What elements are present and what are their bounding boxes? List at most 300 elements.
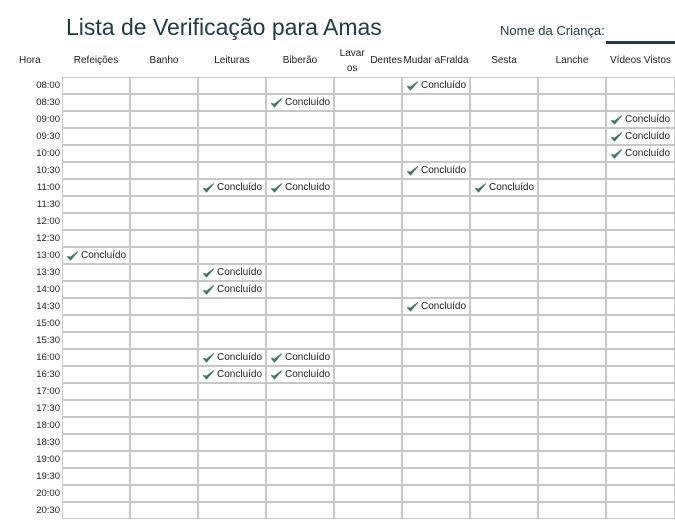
checklist-cell[interactable] xyxy=(334,502,402,519)
checklist-cell[interactable] xyxy=(198,434,266,451)
header-line: Dentes xyxy=(370,55,402,66)
checklist-cell[interactable] xyxy=(538,196,606,213)
checklist-cell[interactable] xyxy=(62,162,130,179)
checklist-cell[interactable] xyxy=(62,366,130,383)
checklist-cell[interactable] xyxy=(130,94,198,111)
checklist-cell[interactable] xyxy=(470,502,538,519)
header-column xyxy=(334,44,402,77)
checklist-cell[interactable] xyxy=(130,179,198,196)
checklist-cell[interactable] xyxy=(470,349,538,366)
checklist-cell[interactable] xyxy=(130,162,198,179)
checklist-cell[interactable] xyxy=(538,485,606,502)
checklist-cell[interactable] xyxy=(538,417,606,434)
checklist-cell[interactable] xyxy=(402,77,470,94)
checklist-cell[interactable] xyxy=(266,332,334,349)
checklist-cell[interactable] xyxy=(198,332,266,349)
checklist-cell[interactable] xyxy=(266,383,334,400)
checklist-cell[interactable] xyxy=(130,434,198,451)
checklist-cell[interactable] xyxy=(198,383,266,400)
header-line: Lavar os xyxy=(339,47,365,74)
checklist-cell[interactable] xyxy=(266,179,334,196)
checklist-cell[interactable] xyxy=(334,332,402,349)
done-label: Concluído xyxy=(625,130,671,142)
checklist-cell[interactable] xyxy=(62,451,130,468)
checklist-cell[interactable] xyxy=(130,315,198,332)
checklist-cell[interactable] xyxy=(62,128,130,145)
checklist-cell[interactable] xyxy=(198,417,266,434)
checklist-cell[interactable] xyxy=(198,315,266,332)
checklist-cell[interactable] xyxy=(470,315,538,332)
checklist-cell[interactable] xyxy=(62,417,130,434)
checklist-cell[interactable] xyxy=(334,485,402,502)
checklist-cell[interactable] xyxy=(266,230,334,247)
checklist-cell[interactable] xyxy=(130,196,198,213)
checklist-cell[interactable] xyxy=(402,128,470,145)
checklist-cell[interactable] xyxy=(402,349,470,366)
checklist-cell[interactable] xyxy=(266,128,334,145)
checkmark-icon xyxy=(271,98,282,108)
header-column: Lanche xyxy=(555,55,589,66)
table-row xyxy=(0,298,675,315)
checklist-cell[interactable] xyxy=(538,264,606,281)
checklist-cell[interactable] xyxy=(538,468,606,485)
header-column: Sesta xyxy=(491,55,517,66)
table-row xyxy=(0,247,675,264)
checklist-cell[interactable] xyxy=(402,145,470,162)
checklist-cell[interactable] xyxy=(334,247,402,264)
checklist-cell[interactable] xyxy=(402,111,470,128)
time-label: 15:00 xyxy=(36,318,60,329)
checklist-cell[interactable] xyxy=(334,400,402,417)
checklist-cell[interactable] xyxy=(130,247,198,264)
checklist-cell[interactable] xyxy=(198,196,266,213)
checklist-cell[interactable] xyxy=(266,417,334,434)
checklist-cell[interactable] xyxy=(402,213,470,230)
checklist-cell[interactable] xyxy=(334,128,402,145)
checklist-cell[interactable] xyxy=(538,128,606,145)
checklist-cell[interactable] xyxy=(334,315,402,332)
checklist-cell[interactable] xyxy=(198,281,266,298)
checklist-cell[interactable] xyxy=(470,179,538,196)
checklist-cell[interactable] xyxy=(198,400,266,417)
checklist-cell[interactable] xyxy=(538,400,606,417)
checklist-cell[interactable] xyxy=(266,434,334,451)
table-row xyxy=(0,468,675,485)
checklist-cell[interactable] xyxy=(402,281,470,298)
table-row xyxy=(0,77,675,94)
checklist-cell[interactable] xyxy=(402,196,470,213)
checklist-cell[interactable] xyxy=(130,485,198,502)
time-label: 20:30 xyxy=(36,505,60,516)
time-label: 09:00 xyxy=(36,114,60,125)
checklist-cell[interactable] xyxy=(334,179,402,196)
checklist-cell[interactable] xyxy=(198,366,266,383)
checkmark-icon xyxy=(271,370,282,380)
checklist-cell[interactable] xyxy=(538,94,606,111)
checklist-cell[interactable] xyxy=(606,145,675,162)
checklist-cell[interactable] xyxy=(62,298,130,315)
checklist-cell[interactable] xyxy=(266,315,334,332)
checklist-cell[interactable] xyxy=(62,434,130,451)
checklist-cell[interactable] xyxy=(606,485,675,502)
checklist-cell[interactable] xyxy=(606,94,675,111)
checklist-cell[interactable] xyxy=(198,213,266,230)
checklist-cell[interactable] xyxy=(470,400,538,417)
checklist-cell[interactable] xyxy=(538,502,606,519)
checklist-cell[interactable] xyxy=(538,247,606,264)
checklist-cell[interactable] xyxy=(266,281,334,298)
checklist-cell[interactable] xyxy=(606,400,675,417)
checklist-cell[interactable] xyxy=(62,349,130,366)
checklist-cell[interactable] xyxy=(334,468,402,485)
checklist-cell[interactable] xyxy=(606,451,675,468)
checklist-cell[interactable] xyxy=(198,162,266,179)
checklist-cell[interactable] xyxy=(606,247,675,264)
checklist-cell[interactable] xyxy=(470,264,538,281)
checklist-cell[interactable] xyxy=(266,502,334,519)
checklist-cell[interactable] xyxy=(606,281,675,298)
checklist-cell[interactable] xyxy=(266,213,334,230)
checklist-cell[interactable] xyxy=(470,485,538,502)
checklist-cell[interactable] xyxy=(334,196,402,213)
checklist-cell[interactable] xyxy=(62,111,130,128)
table-row xyxy=(0,128,675,145)
checklist-cell[interactable] xyxy=(130,366,198,383)
time-label: 09:30 xyxy=(36,131,60,142)
checklist-cell[interactable] xyxy=(538,145,606,162)
checklist-cell[interactable] xyxy=(334,434,402,451)
checklist-cell[interactable] xyxy=(402,451,470,468)
checklist-cell[interactable] xyxy=(402,264,470,281)
checklist-cell[interactable] xyxy=(606,332,675,349)
checklist-cell[interactable] xyxy=(198,145,266,162)
checklist-cell[interactable] xyxy=(470,281,538,298)
checklist-cell[interactable] xyxy=(198,502,266,519)
checklist-cell[interactable] xyxy=(334,111,402,128)
checklist-cell[interactable] xyxy=(130,230,198,247)
table-row xyxy=(0,179,675,196)
checklist-cell[interactable] xyxy=(198,451,266,468)
checklist-cell[interactable] xyxy=(470,128,538,145)
checkmark-icon xyxy=(407,81,418,91)
checklist-cell[interactable] xyxy=(130,128,198,145)
done-label: Concluído xyxy=(421,79,467,91)
table-row xyxy=(0,349,675,366)
checklist-cell[interactable] xyxy=(198,94,266,111)
table-row xyxy=(0,434,675,451)
checklist-cell[interactable] xyxy=(62,468,130,485)
done-label: Concluído xyxy=(625,113,671,125)
checklist-cell[interactable] xyxy=(334,451,402,468)
time-label: 14:30 xyxy=(36,301,60,312)
table-row xyxy=(0,485,675,502)
checklist-cell[interactable] xyxy=(266,264,334,281)
checklist-cell[interactable] xyxy=(402,417,470,434)
checkmark-icon xyxy=(203,268,214,278)
table-row xyxy=(0,315,675,332)
table-row xyxy=(0,281,675,298)
done-label: Concluído xyxy=(217,181,263,193)
checklist-cell[interactable] xyxy=(606,349,675,366)
checklist-cell[interactable] xyxy=(62,196,130,213)
done-label: Concluído xyxy=(217,283,263,295)
checklist-cell[interactable] xyxy=(62,145,130,162)
checklist-cell[interactable] xyxy=(198,298,266,315)
checklist-cell[interactable] xyxy=(470,196,538,213)
checklist-cell[interactable] xyxy=(402,485,470,502)
checklist-cell[interactable] xyxy=(198,349,266,366)
header-line: Mudar a xyxy=(403,55,441,66)
checklist-cell[interactable] xyxy=(470,162,538,179)
time-label: 18:30 xyxy=(36,437,60,448)
checklist-cell[interactable] xyxy=(130,349,198,366)
checklist-cell[interactable] xyxy=(538,349,606,366)
checklist-cell[interactable] xyxy=(266,400,334,417)
header-column: Leituras xyxy=(214,55,250,66)
checklist-cell[interactable] xyxy=(470,111,538,128)
checklist-cell[interactable] xyxy=(606,434,675,451)
checklist-cell[interactable] xyxy=(470,451,538,468)
done-label: Concluído xyxy=(217,351,263,363)
checkmark-icon xyxy=(611,149,622,159)
checklist-cell[interactable] xyxy=(198,128,266,145)
checklist-cell[interactable] xyxy=(266,451,334,468)
checklist-cell[interactable] xyxy=(62,264,130,281)
checklist-cell[interactable] xyxy=(606,264,675,281)
checklist-cell[interactable] xyxy=(470,434,538,451)
checklist-cell[interactable] xyxy=(538,213,606,230)
time-label: 20:00 xyxy=(36,488,60,499)
checklist-cell[interactable] xyxy=(266,247,334,264)
checklist-cell[interactable] xyxy=(538,383,606,400)
checklist-cell[interactable] xyxy=(62,315,130,332)
table-row xyxy=(0,230,675,247)
checklist-cell[interactable] xyxy=(198,77,266,94)
checklist-cell[interactable] xyxy=(266,162,334,179)
checklist-cell[interactable] xyxy=(198,468,266,485)
checklist-cell[interactable] xyxy=(130,502,198,519)
checklist-cell[interactable] xyxy=(62,332,130,349)
checklist-cell[interactable] xyxy=(606,315,675,332)
checkmark-icon xyxy=(67,251,78,261)
checklist-cell[interactable] xyxy=(538,315,606,332)
checklist-cell[interactable] xyxy=(538,162,606,179)
checklist-cell[interactable] xyxy=(62,77,130,94)
checkmark-icon xyxy=(203,183,214,193)
checklist-cell[interactable] xyxy=(470,468,538,485)
checklist-cell[interactable] xyxy=(470,247,538,264)
checklist-cell[interactable] xyxy=(606,502,675,519)
checklist-cell[interactable] xyxy=(402,332,470,349)
checklist-cell[interactable] xyxy=(470,383,538,400)
done-label: Concluído xyxy=(285,368,331,380)
checklist-cell[interactable] xyxy=(130,145,198,162)
checklist-cell[interactable] xyxy=(606,383,675,400)
checklist-cell[interactable] xyxy=(130,417,198,434)
checklist-cell[interactable] xyxy=(538,332,606,349)
checklist-cell[interactable] xyxy=(538,298,606,315)
checklist-cell[interactable] xyxy=(334,77,402,94)
done-label: Concluído xyxy=(421,300,467,312)
checkmark-icon xyxy=(271,183,282,193)
checklist-cell[interactable] xyxy=(130,468,198,485)
checklist-cell[interactable] xyxy=(538,366,606,383)
checklist-cell[interactable] xyxy=(266,349,334,366)
checklist-cell[interactable] xyxy=(470,213,538,230)
checklist-cell[interactable] xyxy=(538,111,606,128)
header-column: Refeições xyxy=(73,55,119,66)
checklist-cell[interactable] xyxy=(334,298,402,315)
checklist-cell[interactable] xyxy=(470,145,538,162)
checklist-cell[interactable] xyxy=(470,298,538,315)
done-label: Concluído xyxy=(285,351,331,363)
checklist-cell[interactable] xyxy=(62,400,130,417)
table-row xyxy=(0,264,675,281)
checklist-cell[interactable] xyxy=(402,400,470,417)
checklist-cell[interactable] xyxy=(470,94,538,111)
checkmark-icon xyxy=(203,285,214,295)
time-label: 08:30 xyxy=(36,97,60,108)
time-label: 11:30 xyxy=(36,199,60,210)
checklist-cell[interactable] xyxy=(538,230,606,247)
table-row xyxy=(0,400,675,417)
checklist-cell[interactable] xyxy=(334,264,402,281)
checklist-cell[interactable] xyxy=(62,230,130,247)
checklist-cell[interactable] xyxy=(266,468,334,485)
time-label: 14:00 xyxy=(36,284,60,295)
checklist-cell[interactable] xyxy=(606,468,675,485)
checklist-cell[interactable] xyxy=(334,94,402,111)
time-label: 13:30 xyxy=(36,267,60,278)
table-row xyxy=(0,383,675,400)
checklist-cell[interactable] xyxy=(538,281,606,298)
checklist-cell[interactable] xyxy=(334,383,402,400)
table-row xyxy=(0,366,675,383)
time-label: 16:00 xyxy=(36,352,60,363)
checklist-cell[interactable] xyxy=(198,230,266,247)
table-row xyxy=(0,417,675,434)
checklist-cell[interactable] xyxy=(402,502,470,519)
checklist-cell[interactable] xyxy=(130,213,198,230)
checklist-cell[interactable] xyxy=(402,434,470,451)
checklist-cell[interactable] xyxy=(470,366,538,383)
checklist-cell[interactable] xyxy=(266,145,334,162)
checklist-cell[interactable] xyxy=(334,162,402,179)
checklist-cell[interactable] xyxy=(402,179,470,196)
checklist-cell[interactable] xyxy=(606,298,675,315)
checklist-cell[interactable] xyxy=(402,468,470,485)
done-label: Concluído xyxy=(217,266,263,278)
checklist-cell[interactable] xyxy=(606,213,675,230)
checklist-cell[interactable] xyxy=(266,485,334,502)
time-label: 16:30 xyxy=(36,369,60,380)
done-label: Concluído xyxy=(285,181,331,193)
checklist-cell[interactable] xyxy=(606,111,675,128)
checklist-cell[interactable] xyxy=(62,247,130,264)
checklist-cell[interactable] xyxy=(266,366,334,383)
checklist-cell[interactable] xyxy=(402,94,470,111)
checklist-cell[interactable] xyxy=(266,196,334,213)
checklist-cell[interactable] xyxy=(130,383,198,400)
time-label: 12:00 xyxy=(36,216,60,227)
checklist-cell[interactable] xyxy=(62,502,130,519)
checkmark-icon xyxy=(203,370,214,380)
checklist-cell[interactable] xyxy=(402,162,470,179)
checklist-cell[interactable] xyxy=(470,230,538,247)
checklist-cell[interactable] xyxy=(130,298,198,315)
checkmark-icon xyxy=(611,132,622,142)
checklist-cell[interactable] xyxy=(334,349,402,366)
checklist-cell[interactable] xyxy=(606,366,675,383)
checklist-cell[interactable] xyxy=(402,230,470,247)
checklist-cell[interactable] xyxy=(538,77,606,94)
checklist-cell[interactable] xyxy=(266,77,334,94)
checklist-cell[interactable] xyxy=(62,179,130,196)
checklist-cell[interactable] xyxy=(62,281,130,298)
checklist-cell[interactable] xyxy=(334,230,402,247)
checklist-cell[interactable] xyxy=(198,179,266,196)
checklist-cell[interactable] xyxy=(334,366,402,383)
done-label: Concluído xyxy=(489,181,535,193)
checklist-cell[interactable] xyxy=(538,179,606,196)
checklist-cell[interactable] xyxy=(334,281,402,298)
header-column: Biberão xyxy=(282,55,318,66)
checklist-cell[interactable] xyxy=(130,332,198,349)
checklist-cell[interactable] xyxy=(402,315,470,332)
table-row xyxy=(0,213,675,230)
checklist-cell[interactable] xyxy=(62,94,130,111)
checklist-cell[interactable] xyxy=(606,162,675,179)
checklist-cell[interactable] xyxy=(130,400,198,417)
checklist-cell[interactable] xyxy=(606,128,675,145)
checklist-cell[interactable] xyxy=(198,111,266,128)
checklist-cell[interactable] xyxy=(130,111,198,128)
checklist-cell[interactable] xyxy=(334,213,402,230)
checklist-cell[interactable] xyxy=(198,247,266,264)
checklist-cell[interactable] xyxy=(606,417,675,434)
checklist-cell[interactable] xyxy=(538,451,606,468)
checklist-cell[interactable] xyxy=(266,298,334,315)
checklist-cell[interactable] xyxy=(334,145,402,162)
checklist-cell[interactable] xyxy=(402,298,470,315)
checklist-cell[interactable] xyxy=(198,264,266,281)
checklist-cell[interactable] xyxy=(62,485,130,502)
checklist-cell[interactable] xyxy=(470,417,538,434)
checklist-cell[interactable] xyxy=(538,434,606,451)
checklist-cell[interactable] xyxy=(606,77,675,94)
time-label: 19:00 xyxy=(36,454,60,465)
checklist-cell[interactable] xyxy=(402,366,470,383)
checklist-cell[interactable] xyxy=(470,77,538,94)
checklist-cell[interactable] xyxy=(62,383,130,400)
checklist-cell[interactable] xyxy=(130,77,198,94)
checklist-cell[interactable] xyxy=(130,451,198,468)
checklist-cell[interactable] xyxy=(334,417,402,434)
checklist-cell[interactable] xyxy=(402,247,470,264)
checklist-cell[interactable] xyxy=(62,213,130,230)
checklist-cell[interactable] xyxy=(266,94,334,111)
checklist-cell[interactable] xyxy=(130,264,198,281)
checklist-cell[interactable] xyxy=(470,332,538,349)
checklist-cell[interactable] xyxy=(606,179,675,196)
checklist-cell[interactable] xyxy=(606,230,675,247)
checklist-cell[interactable] xyxy=(402,383,470,400)
checklist-cell[interactable] xyxy=(130,281,198,298)
checklist-cell[interactable] xyxy=(606,196,675,213)
checklist-cell[interactable] xyxy=(198,485,266,502)
checklist-cell[interactable] xyxy=(266,111,334,128)
time-label: 08:00 xyxy=(36,80,60,91)
